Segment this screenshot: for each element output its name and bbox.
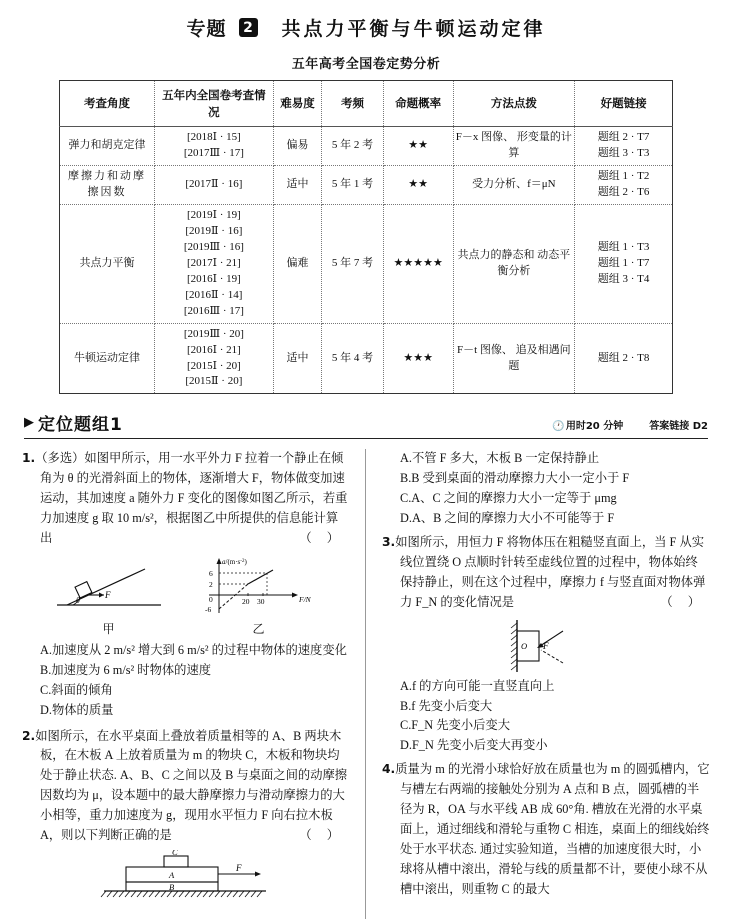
question-1-option-d: D.物体的质量 bbox=[40, 702, 114, 717]
cell-probability: ★★ bbox=[383, 127, 453, 166]
question-3-stem bbox=[382, 533, 710, 613]
stacked-blocks-diagram bbox=[86, 850, 286, 900]
page-title bbox=[0, 14, 732, 41]
link-item: 题组 2 · T6 bbox=[597, 186, 650, 199]
method-line: 形变量的计算 bbox=[508, 131, 572, 160]
question-2-option-c: C.A、C 之间的摩擦力大小一定等于 μmg bbox=[400, 491, 617, 506]
question-3-option-c: C.F_N 先变小后变大 bbox=[400, 718, 510, 733]
method-line: 追及相遇问题 bbox=[508, 343, 571, 372]
left-column bbox=[22, 449, 366, 919]
section-header bbox=[24, 410, 708, 439]
svg-text:0: 0 bbox=[208, 594, 213, 604]
svg-text:θ: θ bbox=[75, 595, 80, 605]
link-item: 题组 1 · T3 bbox=[597, 240, 650, 253]
cell-difficulty: 偏难 bbox=[273, 205, 322, 324]
svg-text:F: F bbox=[104, 589, 110, 600]
answer-parentheses: （ ） bbox=[660, 594, 706, 609]
clock-icon: 🕐 bbox=[552, 421, 565, 433]
question-1-number: 1. bbox=[22, 451, 36, 466]
question-2-figure bbox=[22, 850, 349, 900]
cell-links bbox=[575, 205, 673, 324]
question-4 bbox=[382, 760, 710, 899]
link-item: 题组 1 · T2 bbox=[597, 170, 650, 183]
question-2 bbox=[22, 727, 349, 846]
case-item: [2016Ⅰ · 21] bbox=[186, 343, 241, 356]
svg-text:O: O bbox=[521, 640, 528, 651]
case-item: [2015Ⅰ · 20] bbox=[186, 359, 241, 372]
cell-angle: 牛顿运动定律 bbox=[60, 323, 155, 394]
svg-text:30: 30 bbox=[256, 596, 264, 606]
th-probability: 命题概率 bbox=[383, 81, 453, 127]
svg-text:C: C bbox=[171, 850, 178, 857]
th-difficulty: 难易度 bbox=[273, 81, 322, 127]
answer-link[interactable]: 答案链接 D2 bbox=[649, 421, 708, 433]
question-3-option-d: D.F_N 先变小后变大再变小 bbox=[400, 738, 548, 753]
cell-method bbox=[453, 323, 575, 394]
section-title bbox=[24, 410, 123, 435]
case-item: [2017Ⅰ · 21] bbox=[186, 256, 241, 269]
method-line: 受力分析、f＝μN bbox=[472, 178, 556, 191]
question-3-option-a: A.f 的方向可能一直竖直向上 bbox=[400, 678, 555, 693]
case-item: [2017Ⅲ · 17] bbox=[183, 147, 244, 160]
question-2-stem bbox=[22, 727, 349, 846]
question-4-stem bbox=[382, 760, 710, 899]
time-limit bbox=[552, 417, 623, 432]
page-top-margin bbox=[0, 0, 732, 8]
cell-cases bbox=[154, 166, 273, 205]
cell-frequency: 5 年 7 考 bbox=[322, 205, 383, 324]
link-item: 题组 1 · T7 bbox=[597, 256, 650, 269]
cell-probability: ★★★★★ bbox=[383, 205, 453, 324]
cell-frequency: 5 年 1 考 bbox=[322, 166, 383, 205]
case-item: [2017Ⅱ · 16] bbox=[185, 178, 243, 191]
question-columns bbox=[22, 449, 710, 919]
topic-title: 共点力平衡与牛顿运动定律 bbox=[281, 18, 546, 40]
inclined-plane-diagram bbox=[49, 557, 169, 619]
svg-text:20: 20 bbox=[241, 596, 249, 606]
right-column bbox=[366, 449, 710, 919]
table-row bbox=[60, 205, 673, 324]
cell-method bbox=[453, 166, 575, 205]
cell-difficulty: 适中 bbox=[273, 323, 322, 394]
figure-yi bbox=[195, 555, 323, 637]
cell-probability: ★★★ bbox=[383, 323, 453, 394]
case-item: [2016Ⅱ · 14] bbox=[185, 288, 243, 301]
link-item: 题组 3 · T4 bbox=[597, 272, 650, 285]
case-item: [2019Ⅰ · 19] bbox=[186, 209, 241, 222]
question-2-option-a: A.不管 F 多大，木板 B 一定保持静止 bbox=[400, 451, 600, 466]
question-3 bbox=[382, 533, 710, 613]
figure-jia bbox=[49, 557, 169, 637]
question-2-text: 如图所示，在水平桌面上叠放着质量相等的 A、B 两块木板，在木板 A 上放着质量为 m 的物块 C，木板和物块均处于静止状态. A、B、C 之间以及 B 与桌面之间的动摩擦因数均为 μ，设本题中的最大静摩擦力与滑动摩擦力的大小相等，重力加速度为 g，现用水平恒力 F 向右拉木板 A，则以下判断正确的是 bbox=[35, 728, 348, 843]
method-line: F－t 图像、 bbox=[457, 343, 513, 356]
cell-difficulty: 适中 bbox=[273, 166, 322, 205]
method-line: 动态平衡分析 bbox=[497, 248, 571, 277]
table-row bbox=[60, 127, 673, 166]
link-item: 题组 2 · T7 bbox=[597, 131, 650, 144]
question-1-option-b: B.加速度为 6 m/s² 时物体的速度 bbox=[40, 662, 212, 677]
case-item: [2016Ⅰ · 19] bbox=[186, 272, 241, 285]
svg-text:A: A bbox=[168, 870, 174, 880]
answer-parentheses: （ ） bbox=[299, 828, 345, 843]
table-row bbox=[60, 166, 673, 205]
time-limit-text: 用时20 分钟 bbox=[565, 421, 624, 433]
question-3-number: 3. bbox=[382, 535, 396, 550]
svg-text:-6: -6 bbox=[204, 604, 211, 614]
question-2-option-b: B.B 受到桌面的滑动摩擦力大小一定小于 F bbox=[400, 471, 630, 486]
svg-text:F: F bbox=[235, 863, 241, 873]
th-method: 方法点拨 bbox=[453, 81, 575, 127]
exam-analysis-table bbox=[59, 80, 673, 394]
section-title-text: 定位题组1 bbox=[38, 415, 123, 436]
method-line: 共点力的静态和 bbox=[457, 248, 535, 261]
th-angle: 考查角度 bbox=[60, 81, 155, 127]
answer-parentheses: （ ） bbox=[299, 531, 345, 546]
svg-text:6: 6 bbox=[208, 568, 213, 578]
topic-label: 专题 bbox=[186, 18, 227, 40]
question-3-text: 如图所示，用恒力 F 将物体压在粗糙竖直面上，当 F 从实线位置绕 O 点顺时针转至虚线位置的过程中，物体始终保持静止，则在这个过程中，摩擦力 f 与竖直面对物体弹力 F_N 的变化情况是 bbox=[395, 535, 706, 609]
cell-cases bbox=[154, 323, 273, 394]
question-1-option-c: C.斜面的倾角 bbox=[40, 682, 113, 697]
question-3-option-b: B.f 先变小后变大 bbox=[400, 698, 493, 713]
question-3-figure bbox=[382, 617, 710, 675]
question-4-text: 质量为 m 的光滑小球恰好放在质量也为 m 的圆弧槽内，它与槽左右两端的接触处分别为 A 点和 B 点，圆弧槽的半径为 R，OA 与水平线 AB 成 60°角. 槽放在光滑的水平桌面上，通过细线和滑轮与重物 C 相连，桌面上的细线始终处于水平状态. 通过实验知道，当槽的加速度很大时，小球将从槽中滚出，滑轮与线的质量都不计，要使小球不从槽中滚出，则重物 C 的最大 bbox=[395, 762, 710, 896]
case-item: [2019Ⅱ · 16] bbox=[185, 225, 243, 238]
topic-number-badge: 2 bbox=[239, 18, 258, 37]
cell-method bbox=[453, 127, 575, 166]
cell-angle: 摩擦力和动摩擦因数 bbox=[60, 166, 155, 205]
cell-cases bbox=[154, 127, 273, 166]
question-1-figures bbox=[22, 555, 349, 637]
svg-text:a/(m·s-2): $a/(m\cdot s^{-2})$ bbox=[221, 557, 247, 566]
question-4-number: 4. bbox=[382, 762, 396, 777]
case-item: [2019Ⅲ · 16] bbox=[183, 240, 244, 253]
question-1-option-a: A.加速度从 2 m/s² 增大到 6 m/s² 的过程中物体的速度变化 bbox=[40, 642, 347, 657]
th-cases: 五年内全国卷考查情况 bbox=[154, 81, 273, 127]
svg-text:2: 2 bbox=[208, 579, 213, 589]
question-2-option-d: D.A、B 之间的摩擦力大小不可能等于 F bbox=[400, 511, 615, 526]
section-meta bbox=[552, 417, 708, 435]
section-divider bbox=[24, 438, 708, 439]
cell-links bbox=[575, 166, 673, 205]
figure-yi-caption: 乙 bbox=[252, 621, 265, 636]
link-item: 题组 3 · T3 bbox=[597, 147, 650, 160]
block-on-wall-diagram bbox=[471, 617, 621, 675]
cell-probability: ★★ bbox=[383, 166, 453, 205]
cell-angle: 弹力和胡克定律 bbox=[60, 127, 155, 166]
table-header-row bbox=[60, 81, 673, 127]
cell-frequency: 5 年 4 考 bbox=[322, 323, 383, 394]
question-1 bbox=[22, 449, 349, 549]
question-2-number: 2. bbox=[22, 728, 36, 743]
link-item: 题组 2 · T8 bbox=[597, 351, 650, 364]
cell-cases bbox=[154, 205, 273, 324]
cell-links bbox=[575, 127, 673, 166]
triangle-right-icon: ▶ bbox=[24, 415, 35, 431]
cell-difficulty: 偏易 bbox=[273, 127, 322, 166]
question-1-text: （多选）如图甲所示，用一水平外力 F 拉着一个静止在倾角为 θ 的光滑斜面上的物体，逐渐增大 F，物体做变加速运动，其加速度 a 随外力 F 变化的图像如图乙所示，若重力加速度 g 取 10 m/s²，根据图乙中所提供的信息能计算出 bbox=[35, 451, 348, 546]
figure-jia-caption: 甲 bbox=[102, 621, 115, 636]
cell-links bbox=[575, 323, 673, 394]
th-frequency: 考频 bbox=[322, 81, 383, 127]
case-item: [2015Ⅱ · 20] bbox=[185, 375, 243, 388]
table-row bbox=[60, 323, 673, 394]
a-vs-F-graph bbox=[195, 555, 323, 619]
cell-frequency: 5 年 2 考 bbox=[322, 127, 383, 166]
th-links: 好题链接 bbox=[575, 81, 673, 127]
cell-angle: 共点力平衡 bbox=[60, 205, 155, 324]
svg-text:F/N: F/N bbox=[298, 594, 311, 604]
method-line: F－x 图像、 bbox=[455, 131, 515, 144]
question-1-stem bbox=[22, 449, 349, 549]
table-caption: 五年高考全国卷定势分析 bbox=[291, 57, 441, 72]
case-item: [2016Ⅲ · 17] bbox=[183, 304, 244, 317]
case-item: [2018Ⅰ · 15] bbox=[186, 131, 241, 144]
svg-text:F: F bbox=[543, 640, 549, 651]
cell-method bbox=[453, 205, 575, 324]
svg-text:B: B bbox=[168, 882, 174, 892]
case-item: [2019Ⅲ · 20] bbox=[183, 327, 244, 340]
